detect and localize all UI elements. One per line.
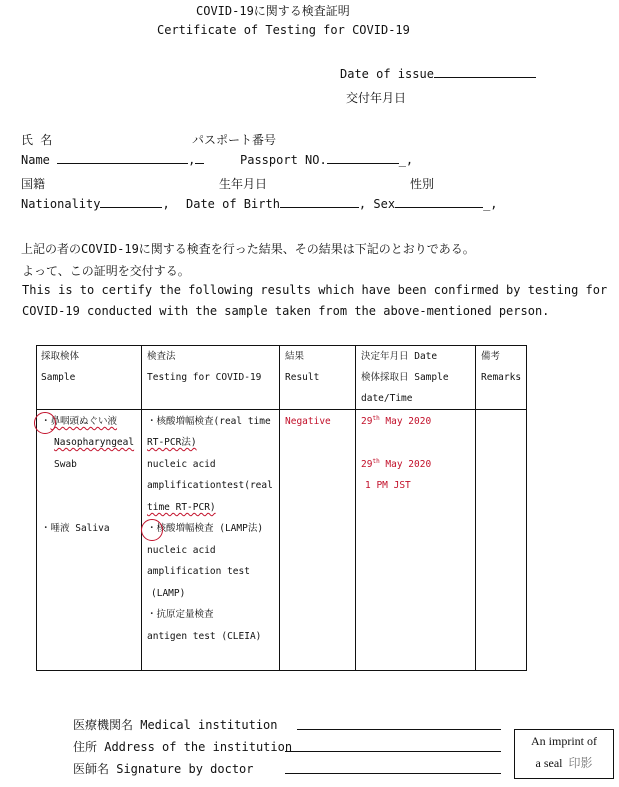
date-decision xyxy=(361,411,431,433)
sample-1-en-2: Swab xyxy=(54,459,77,470)
header-sample-en: Sample xyxy=(41,372,76,383)
passport-label-ja: パスポート番号 xyxy=(192,133,277,147)
method-2-ja-text: 核酸増幅検査 (LAMP法) xyxy=(156,523,264,534)
sex-comma: _, xyxy=(483,197,498,211)
header-divider xyxy=(37,409,526,410)
method-2-ja xyxy=(147,518,263,540)
sample-1-ja-text: 鼻咽頭ぬぐい液 xyxy=(50,416,118,427)
header-result-en: Result xyxy=(285,372,320,383)
statement-line-3: This is to certify the following results which have been confirmed by testing for xyxy=(22,283,608,297)
seal-line-2 xyxy=(515,752,613,774)
method-3-ja: ・抗原定量検査 xyxy=(147,609,214,620)
seal-line-1: An imprint of xyxy=(531,734,597,748)
doctor-signature-field[interactable] xyxy=(285,773,501,774)
statement-line-1: 上記の者のCOVID-19に関する検査を行った結果、その結果は下記のとおりである。 xyxy=(21,242,475,256)
date-of-issue-label-ja: 交付年月日 xyxy=(346,91,407,105)
name-label-ja: 氏 名 xyxy=(21,133,53,147)
sex-label: Sex xyxy=(373,197,396,211)
sample-1-en-1-text: Nasopharyngeal xyxy=(54,437,135,448)
method-2-en-2: amplification test xyxy=(147,566,250,577)
date-sample-suffix: th xyxy=(372,457,380,465)
check-circle-swab xyxy=(34,412,56,434)
header-remarks-ja: 備考 xyxy=(481,351,501,362)
passport-comma: _, xyxy=(398,153,414,167)
sample-time: 1 PM JST xyxy=(365,480,411,491)
date-of-issue-field[interactable] xyxy=(434,67,536,78)
passport-row xyxy=(240,153,413,167)
date-sample xyxy=(361,454,431,476)
date-sample-rest: May 2020 xyxy=(385,459,432,470)
method-3-en: antigen test (CLEIA) xyxy=(147,631,262,642)
nationality-comma: , xyxy=(162,197,170,211)
col-divider-3 xyxy=(355,346,356,670)
seal-box xyxy=(514,729,614,779)
check-circle-lamp xyxy=(141,519,163,541)
institution-label: 医療機関名 Medical institution xyxy=(73,718,278,732)
method-2-en-1: nucleic acid xyxy=(147,545,216,556)
sample-2: ・唾液 Saliva xyxy=(41,523,110,534)
dob-field[interactable] xyxy=(280,197,359,208)
sex-field[interactable] xyxy=(395,197,483,208)
dob-label: Date of Birth xyxy=(186,197,280,211)
name-label: Name xyxy=(21,153,50,167)
header-method-ja: 検査法 xyxy=(147,351,176,362)
nationality-field[interactable] xyxy=(100,197,162,208)
date-of-issue-row xyxy=(340,67,536,81)
name-comma: , xyxy=(188,153,196,167)
header-result-ja: 結果 xyxy=(285,351,305,362)
header-sample-ja: 採取検体 xyxy=(41,351,80,362)
dob-comma: , xyxy=(358,197,374,211)
date-decision-day: 29 xyxy=(361,416,373,427)
seal-line-2-ja: 印影 xyxy=(568,756,593,770)
passport-field[interactable] xyxy=(327,153,399,164)
col-divider-2 xyxy=(279,346,280,670)
address-label: 住所 Address of the institution xyxy=(73,740,293,754)
method-1-ja: ・核酸増幅検査(real time xyxy=(147,416,271,427)
name-field-tail xyxy=(195,153,204,164)
method-1-en-3-text: time RT-PCR) xyxy=(147,502,216,513)
passport-label: Passport NO. xyxy=(240,153,327,167)
method-1-ja-2 xyxy=(147,432,197,454)
doctor-label: 医師名 Signature by doctor xyxy=(73,762,254,776)
method-1-ja-2-text: RT-PCR法) xyxy=(147,437,197,448)
method-2-bullet: ・ xyxy=(147,523,157,534)
name-field[interactable] xyxy=(57,153,188,164)
date-decision-suffix: th xyxy=(372,414,380,422)
date-decision-rest: May 2020 xyxy=(385,416,432,427)
sample-1-bullet: ・ xyxy=(41,416,51,427)
result-value: Negative xyxy=(285,416,331,427)
nationality-label-ja: 国籍 xyxy=(21,177,46,191)
sample-1-en-1 xyxy=(54,432,134,454)
result-table xyxy=(36,345,527,671)
nationality-label: Nationality xyxy=(21,197,101,211)
method-1-en-3 xyxy=(147,497,216,519)
header-date-ja-2: 検体採取日 Sample xyxy=(361,372,449,383)
nationality-row xyxy=(21,197,170,211)
header-date-ja-1: 決定年月日 Date xyxy=(361,351,438,362)
sex-label-ja: 性別 xyxy=(410,177,435,191)
dob-sex-row xyxy=(186,197,498,211)
statement-line-4: COVID-19 conducted with the sample taken from the above-mentioned person. xyxy=(22,304,550,318)
method-1-en-1: nucleic acid xyxy=(147,459,216,470)
title-ja: COVID-19に関する検査証明 xyxy=(196,4,350,18)
address-field[interactable] xyxy=(285,751,501,752)
dob-label-ja: 生年月日 xyxy=(219,177,268,191)
date-sample-day: 29 xyxy=(361,459,373,470)
method-1-en-2: amplificationtest(real xyxy=(147,480,273,491)
header-method-en: Testing for COVID-19 xyxy=(147,372,262,383)
method-2-en-3: (LAMP) xyxy=(151,588,186,599)
col-divider-4 xyxy=(475,346,476,670)
seal-line-2-en: a seal xyxy=(535,756,563,770)
title-en: Certificate of Testing for COVID-19 xyxy=(157,23,410,37)
date-of-issue-label: Date of issue xyxy=(340,67,434,81)
header-date-en: date/Time xyxy=(361,393,413,404)
name-row xyxy=(21,153,204,167)
statement-line-2: よって、この証明を交付する。 xyxy=(22,264,190,278)
col-divider-1 xyxy=(141,346,142,670)
institution-field[interactable] xyxy=(297,729,501,730)
header-remarks-en: Remarks xyxy=(481,372,522,383)
